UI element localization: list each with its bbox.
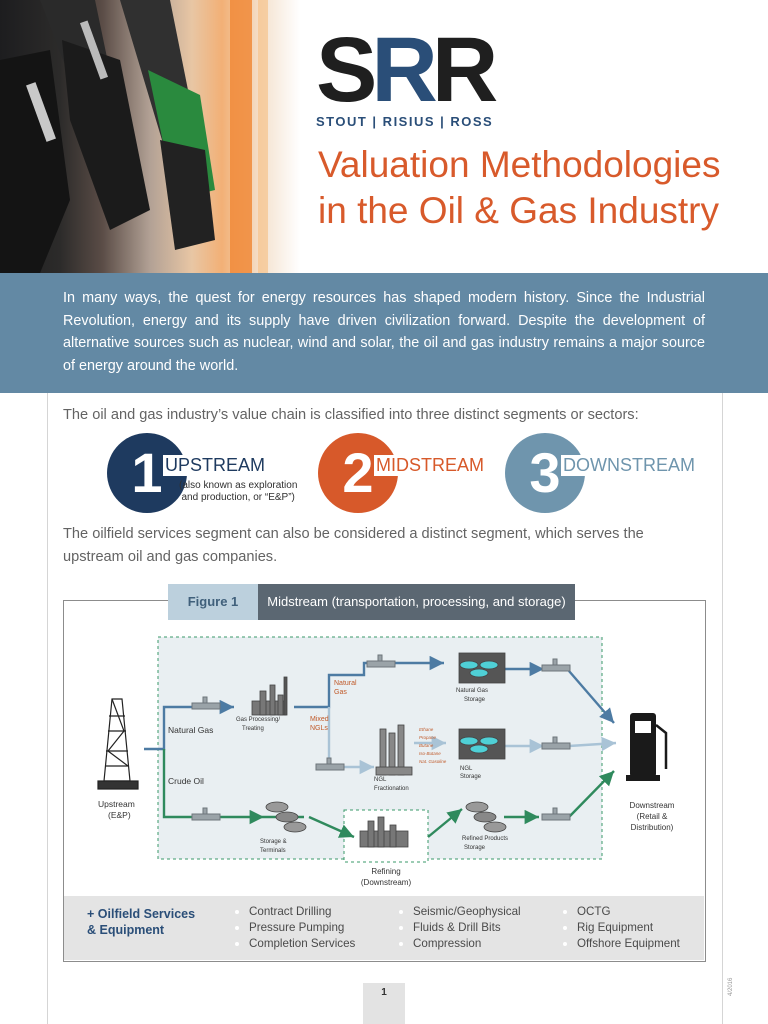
service-item: Fluids & Drill Bits xyxy=(399,920,521,936)
service-item: Contract Drilling xyxy=(235,904,355,920)
logo-letters: SRR xyxy=(316,19,493,121)
segment-number: 2 xyxy=(318,433,398,513)
lead-paragraph: The oil and gas industry’s value chain is classified into three distinct segments or sectors: xyxy=(63,407,639,423)
intro-band xyxy=(0,273,768,393)
services-column-1 xyxy=(235,904,355,952)
segment-number: 1 xyxy=(107,433,187,513)
service-item: Rig Equipment xyxy=(563,920,680,936)
segment-subtitle-line-1: (also known as exploration xyxy=(179,480,298,491)
label-natural-gas-pipe-sub: Gas xyxy=(334,689,347,696)
service-item: Seismic/Geophysical xyxy=(399,904,521,920)
label-propane: Propane xyxy=(419,735,437,740)
services-title xyxy=(87,906,195,938)
label-natural-gas-pipe: Natural xyxy=(334,680,357,687)
segment-label: MIDSTREAM xyxy=(376,455,484,475)
hero-banner xyxy=(0,0,768,273)
figure-caption: Midstream (transportation, processing, and storage) xyxy=(258,584,575,620)
label-mixed-ngls-sub: NGLs xyxy=(310,725,328,732)
label-ngl-fractionation-sub: Fractionation xyxy=(374,786,409,792)
fuel-nozzles-photo xyxy=(0,0,300,273)
service-item: Completion Services xyxy=(235,936,355,952)
label-upstream-sub: (E&P) xyxy=(108,810,131,820)
page-number: 1 xyxy=(363,983,405,1024)
label-iso-butane: Iso-Butane xyxy=(419,751,441,756)
oilfield-services-bar xyxy=(64,896,704,960)
service-item: Pressure Pumping xyxy=(235,920,355,936)
figure-label: Figure 1 xyxy=(168,584,258,620)
label-ngl-storage: NGL xyxy=(460,766,473,772)
label-storage-terminals: Storage & xyxy=(260,839,287,845)
title-line-2: in the Oil & Gas Industry xyxy=(318,190,720,231)
segment-number: 3 xyxy=(505,433,585,513)
value-chain-diagram xyxy=(64,621,704,895)
label-downstream: Downstream xyxy=(629,801,675,810)
label-ethane: Ethane xyxy=(419,727,434,732)
label-ng-storage-sub: Storage xyxy=(464,697,486,703)
services-title-line-2: & Equipment xyxy=(87,923,165,937)
label-butane: Butane xyxy=(419,743,434,748)
label-gas-processing: Gas Processing/ xyxy=(236,717,281,723)
label-mixed-ngls: Mixed xyxy=(310,716,329,723)
label-storage-terminals-sub: Terminals xyxy=(260,848,286,854)
label-downstream-sub1: (Retail & xyxy=(636,812,668,821)
segment-label: DOWNSTREAM xyxy=(563,455,695,475)
label-refining: Refining xyxy=(371,867,401,876)
service-item: OCTG xyxy=(563,904,680,920)
label-refining-sub: (Downstream) xyxy=(360,878,412,887)
label-nat-gasoline: Nat. Gasoline xyxy=(419,759,447,764)
document-title xyxy=(318,142,720,234)
label-downstream-sub2: Distribution) xyxy=(630,823,674,832)
title-line-1: Valuation Methodologies xyxy=(318,144,721,185)
label-refined-storage-sub: Storage xyxy=(464,845,486,851)
services-title-line-1: + Oilfield Services xyxy=(87,907,196,921)
logo-tagline: STOUT | RISIUS | ROSS xyxy=(316,114,494,129)
service-item: Compression xyxy=(399,936,521,952)
services-column-3 xyxy=(563,904,680,952)
label-ngl-fractionation: NGL xyxy=(374,777,387,783)
segment-label: UPSTREAM xyxy=(165,455,266,475)
label-refined-storage: Refined Products xyxy=(462,836,509,842)
oilfield-services-note: The oilfield services segment can also be considered a distinct segment, which serves the upstream oil and gas companies. xyxy=(63,526,644,565)
label-ngl-storage-sub: Storage xyxy=(460,774,482,780)
label-ng-storage: Natural Gas xyxy=(456,688,489,694)
label-gas-processing-sub: Treating xyxy=(242,726,264,732)
service-item: Offshore Equipment xyxy=(563,936,680,952)
label-natural-gas: Natural Gas xyxy=(168,725,214,735)
segment-subtitle-line-2: and production, or “E&P”) xyxy=(181,492,295,503)
label-crude-oil: Crude Oil xyxy=(168,776,204,786)
intro-text: In many ways, the quest for energy resources has shaped modern history. Since the Industrial Revolution, energy and its supply have driven civilization forward. Despite the development of alternative sources such as nuclear, wind and solar, the oil and gas industry remains a major source of energy around the world. xyxy=(63,290,705,374)
document-code: 4/2016 xyxy=(728,977,734,996)
srr-logo xyxy=(316,19,494,129)
segment-subtitle xyxy=(179,480,297,504)
label-upstream: Upstream xyxy=(98,799,135,809)
services-column-2 xyxy=(399,904,521,952)
fuel-pump-icon xyxy=(626,713,666,781)
fuel-nozzles-illustration xyxy=(0,0,300,273)
oil-rig-icon xyxy=(98,699,138,789)
